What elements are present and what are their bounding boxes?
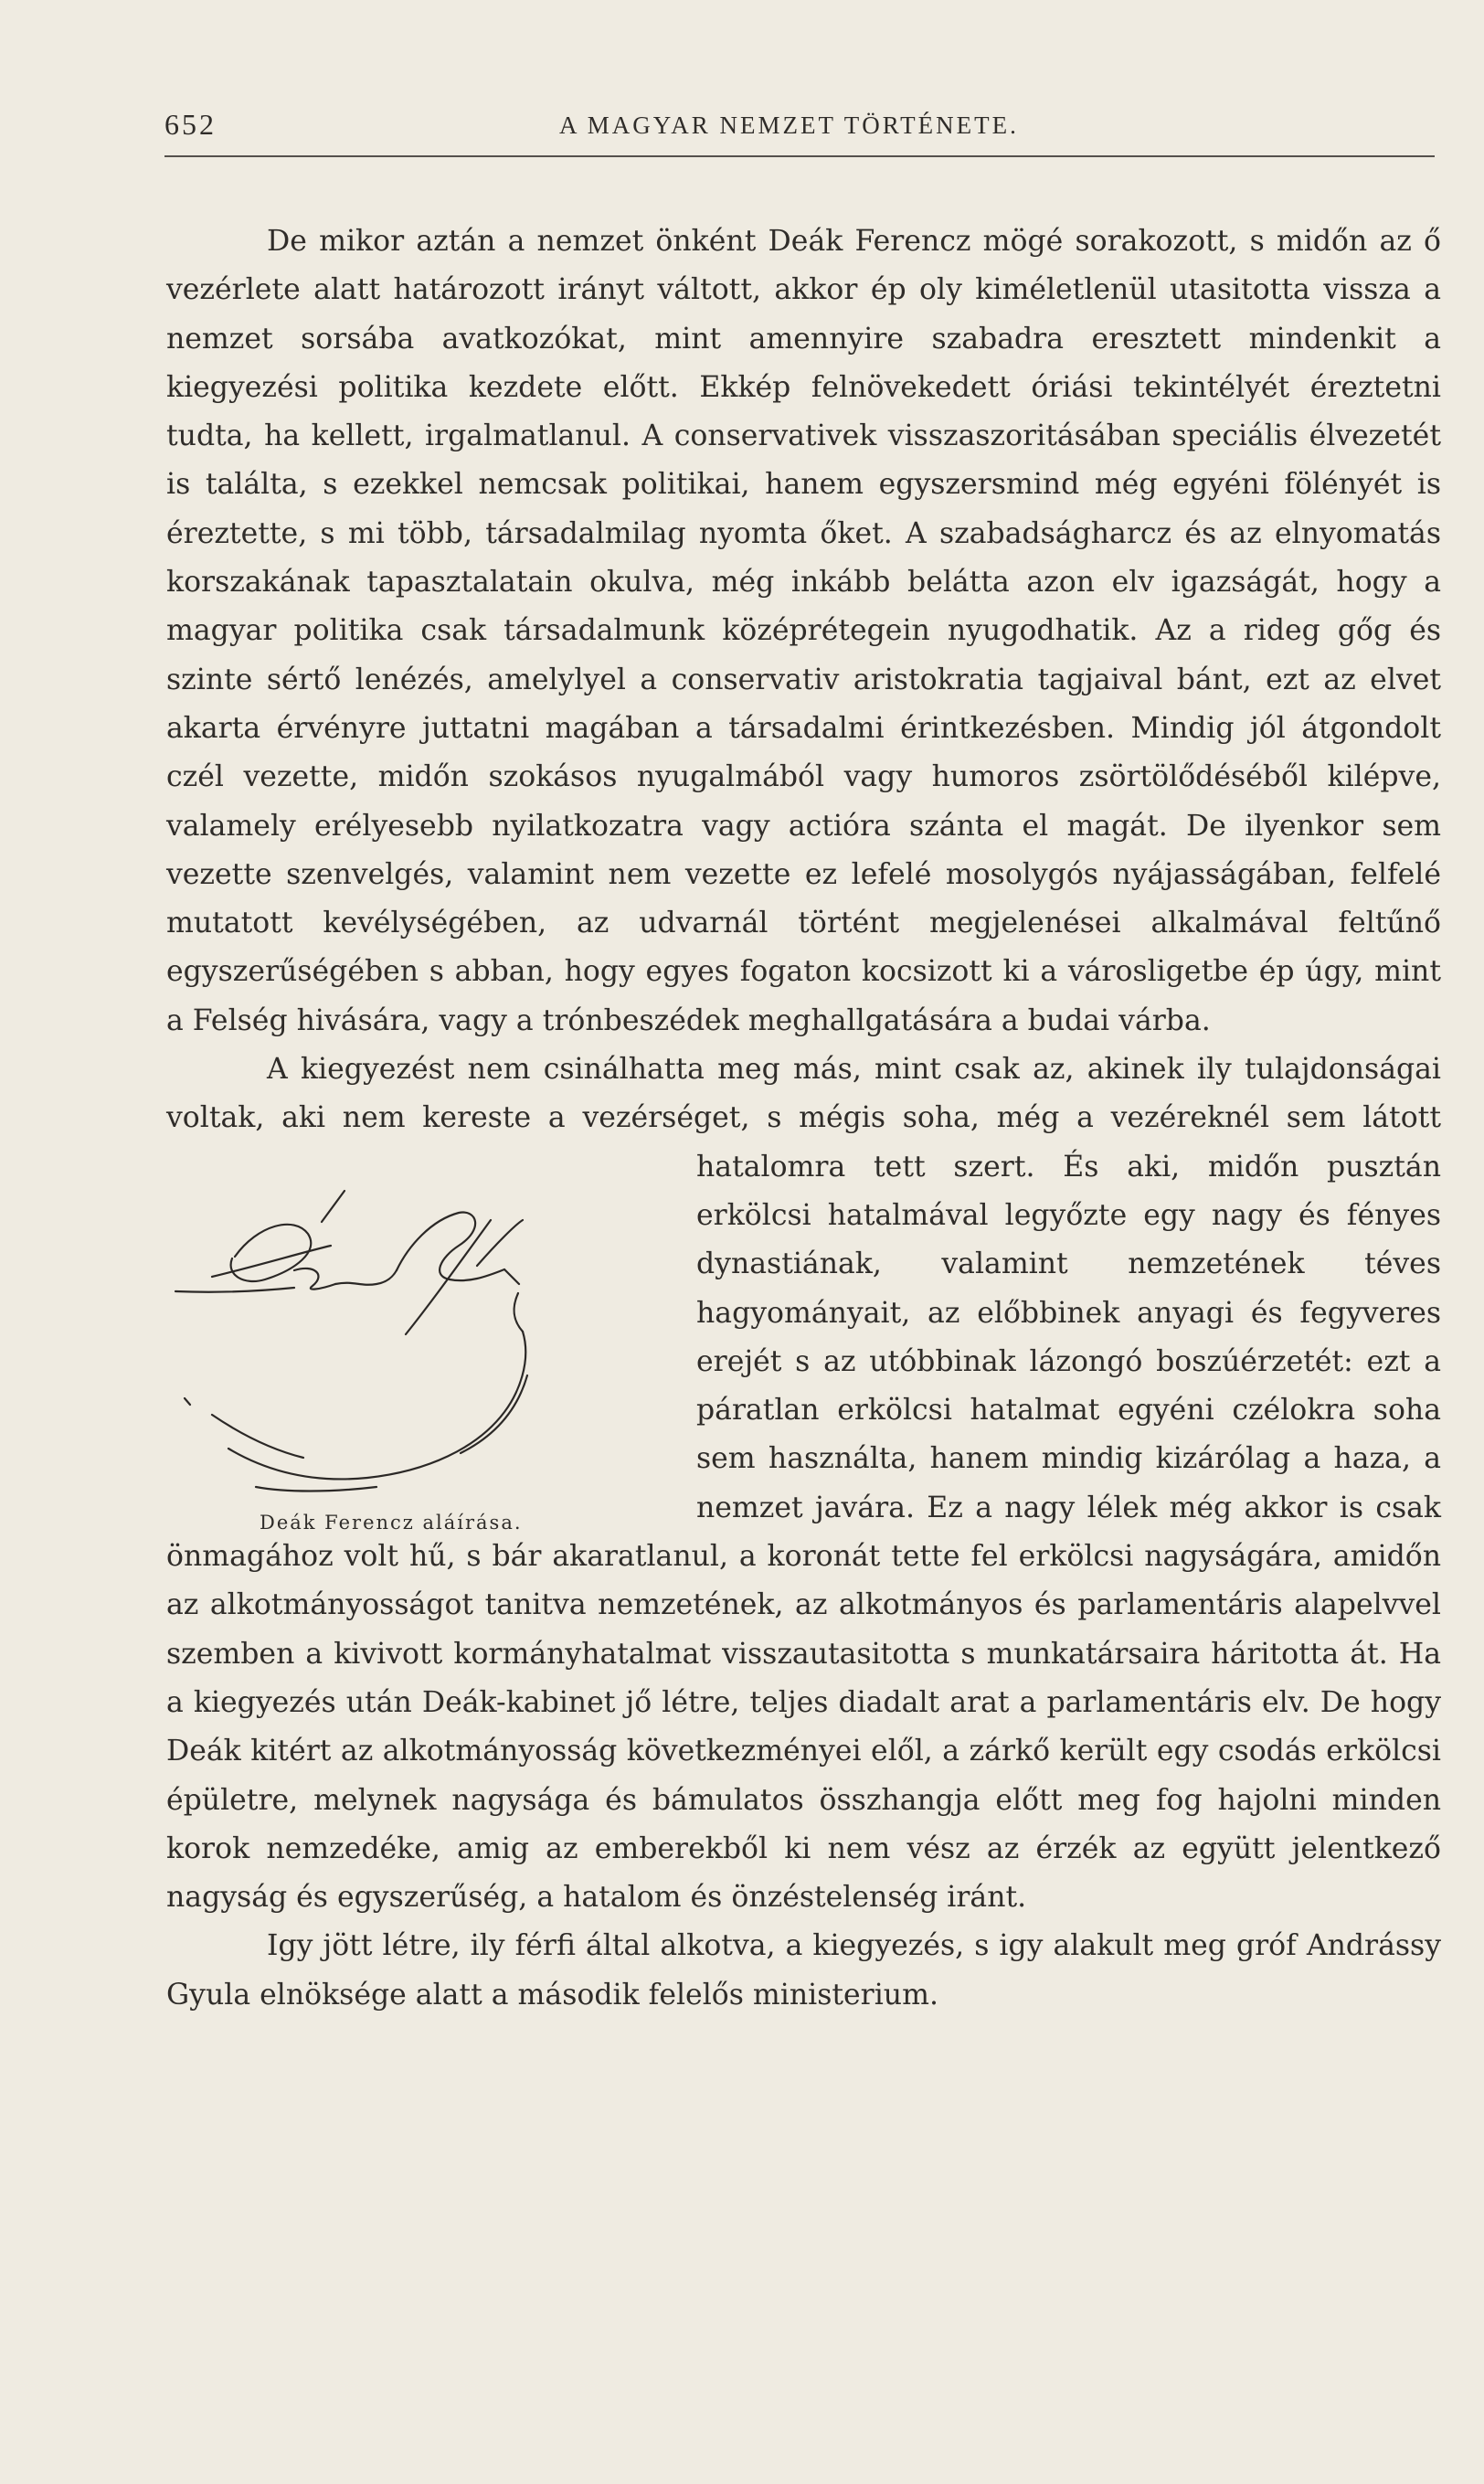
body-text [166,218,1441,2020]
paragraph-3: Igy jött létre, ily férfi által alkotva, a kiegyezés, s igy alakult meg gróf Andrássy Gyula elnöksége alatt a második felelős ministerium. [166,1929,1441,2012]
signature-figure [157,1174,678,1534]
running-title: A MAGYAR NEMZET TÖRTÉNETE. [559,111,1019,139]
signature-image [157,1156,623,1522]
paragraph-2: A kiegyezést nem csinálhatta meg más, mint csak az, akinek ily tulajdonságai voltak, aki nem kereste a vezérséget, s mégis soha, még a vezéreknél sem látott hatalomra tett szert. És aki, midőn pusztán erkölcsi hatalmával legyőzte egy nagy és fényes dynastiának, valamint nemzetének téves hagyományait, az előbbinek anyagi és fegyveres erejét s az utóbbinak lázongó boszúérzetét: ezt a páratlan erkölcsi hatalmat egyéni czélokra soha sem használta, hanem mindig kizárólag a haza, a nemzet javára. Ez a nagy lélek még akkor is csak önmagához volt hű, s bár akaratlanul, a koronát tette fel erkölcsi nagyságára, amidőn az alkotmányosságot tanitva nemzetének, az alkotmányos és parlamentáris alapelvvel szemben a kivivott kormányhatalmat visszautasitotta s munkatársaira háritotta át. Ha a kiegyezés után Deák-kabinet jő létre, teljes diadalt arat a parlamentáris elv. De hogy Deák kitért az alkotmányosság következményei elől, a zárkő került egy csodás erkölcsi épületre, melynek nagysága és bámulatos összhangja előtt meg fog hajolni minden korok nemzedéke, amig az emberekből ki nem vész az érzék az együtt jelentkező nagyság és egyszerűség, a hatalom és önzéstelenség iránt. [166,1053,1441,1915]
page-number: 652 [164,108,217,141]
paragraph-1: De mikor aztán a nemzet önként Deák Ferencz mögé sorakozott, s midőn az ő vezérlete alatt határozott irányt váltott, akkor ép oly kiméletlenül utasitotta vissza a nemzet sorsába avatkozókat, mint amennyire szabadra eresztett mindenkit a kiegyezési politika kezdete előtt. Ekkép felnövekedett óriási tekintélyét éreztetni tudta, ha kellett, irgalmatlanul. A conservativek visszaszoritásában speciális élvezetét is találta, s ezekkel nemcsak politikai, hanem egyszersmind még egyéni fölényét is éreztette, s mi több, társadalmilag nyomta őket. A szabadságharcz és az elnyomatás korszakának tapasztalatain okulva, még inkább belátta azon elv igazságát, hogy a magyar politika csak társadalmunk középrétegein nyugodhatik. Az a rideg gőg és szinte sértő lenézés, amelylyel a conservativ aristokratia tagjaival bánt, ezt az elvet akarta érvényre juttatni magában a társadalmi érintkezésben. Mindig jól átgondolt czél vezette, midőn szokásos nyugalmából vagy humoros zsörtölődéséből kilépve, valamely erélyesebb nyilatkozatra vagy actióra szánta el magát. De ilyenkor sem vezette szenvelgés, valamint nem vezette ez lefelé mosolygós nyájasságában, felfelé mutatott kevélységében, az udvarnál történt megjelenései alkalmával feltűnő egyszerűségében s abban, hogy egyes fogaton kocsizott ki a városligetbe ép úgy, mint a Felség hivására, vagy a trónbeszédek meghallgatására a budai várba. [166,225,1441,1037]
page-header [164,108,1435,163]
figure-caption: Deák Ferencz aláírása. [260,1512,523,1534]
header-rule [164,155,1435,157]
